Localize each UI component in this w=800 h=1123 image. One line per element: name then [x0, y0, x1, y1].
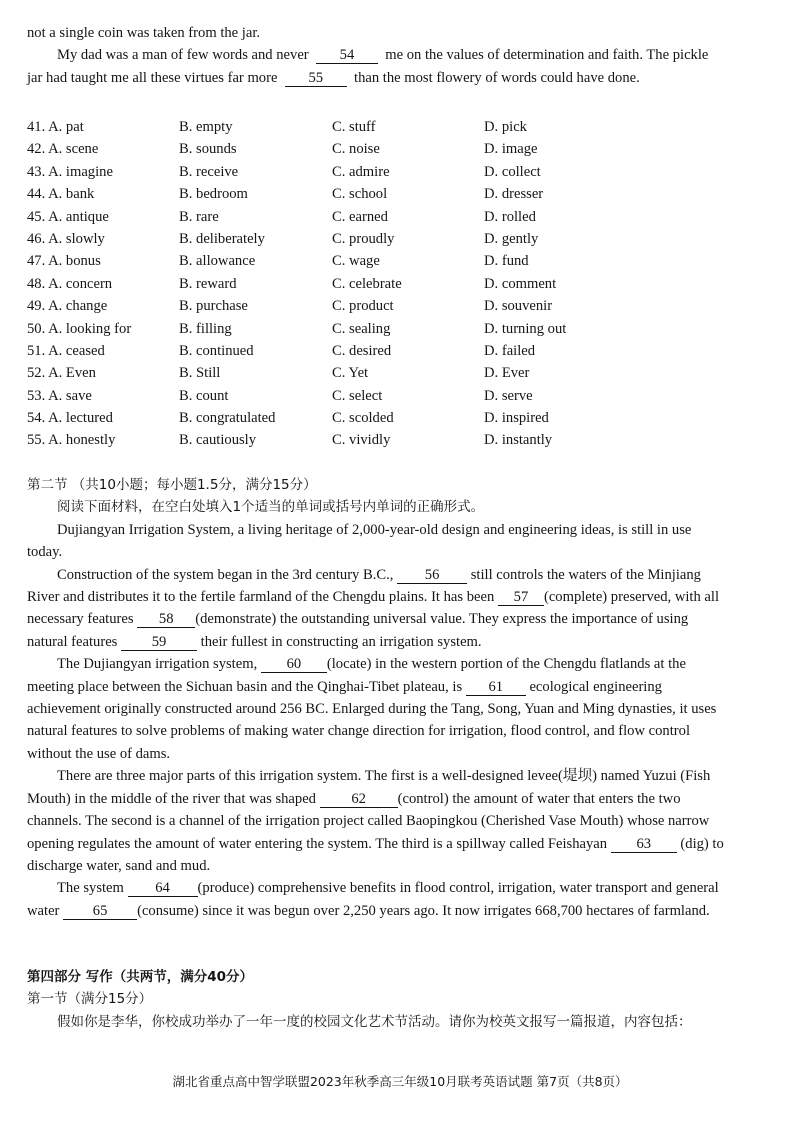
blank-61: 61	[466, 679, 526, 696]
option-c: C. earned	[332, 208, 388, 225]
option-a: 42. A. scene	[27, 141, 99, 158]
option-c: C. product	[332, 298, 394, 315]
option-a: 50. A. looking for	[27, 320, 132, 337]
section-two-instruction: 阅读下面材料，在空白处填入1个适当的单词或括号内单词的正确形式。	[57, 499, 485, 516]
option-row-47	[27, 250, 727, 272]
blank-55: 55	[285, 70, 347, 87]
option-d: D. inspired	[484, 410, 549, 427]
option-d: D. gently	[484, 230, 539, 247]
page-footer: 湖北省重点高中智学联盟2023年秋季高三年级10月联考英语试题 第7页（共8页）	[172, 1074, 628, 1089]
part-four-section-one: 第一节（满分15分）	[27, 991, 153, 1008]
blank-59: 59	[121, 634, 197, 651]
cloze-passage-ending	[27, 22, 727, 89]
option-b: B. count	[179, 387, 229, 404]
section-two-heading: 第二节 （共10小题；每小题1.5分，满分15分）	[27, 477, 317, 493]
option-row-52	[27, 362, 727, 384]
blank-62: 62	[320, 791, 398, 808]
option-a: 49. A. change	[27, 298, 108, 315]
option-d: D. instantly	[484, 432, 553, 449]
blank-60: 60	[261, 656, 327, 673]
option-row-45	[27, 206, 727, 228]
part-four	[27, 966, 727, 1033]
blank-63: 63	[611, 836, 677, 853]
option-b: B. deliberately	[179, 230, 265, 247]
option-a: 52. A. Even	[27, 365, 96, 382]
option-row-44	[27, 183, 727, 205]
option-row-55	[27, 429, 727, 451]
option-b: B. continued	[179, 342, 254, 359]
option-row-50	[27, 318, 727, 340]
blank-58: 58	[137, 611, 195, 628]
option-b: B. filling	[179, 320, 232, 337]
option-c: C. vividly	[332, 432, 391, 449]
option-c: C. noise	[332, 141, 380, 158]
passage-line: not a single coin was taken from the jar.	[27, 25, 261, 41]
option-row-43	[27, 161, 727, 183]
part-four-heading: 第四部分 写作（共两节，满分40分）	[27, 969, 253, 985]
option-c: C. stuff	[332, 119, 376, 135]
option-b: B. Still	[179, 365, 221, 382]
option-d: D. serve	[484, 387, 533, 404]
passage-paragraph: The system 64 (produce) comprehensive benefits in flood control, irrigation, water transport and general water 65 (consume) since it was begun over 2,250 years ago. It now irrigates 668,700 hectares of farmland.	[27, 880, 719, 919]
option-c: C. proudly	[332, 230, 395, 247]
option-row-42	[27, 138, 727, 160]
writing-prompt: 假如你是李华，你校成功举办了一年一度的校园文化艺术节活动。请你为校英文报写一篇报道，内容包括：	[57, 1013, 692, 1030]
option-d: D. pick	[484, 119, 527, 135]
blank-64: 64	[128, 880, 198, 897]
option-d: D. comment	[484, 275, 557, 292]
passage-paragraph: The Dujiangyan irrigation system, 60 (locate) in the western portion of the Chengdu flatlands at the meeting place between the Sichuan basin and the Qinghai-Tibet plateau, is 61 ecological engineering achievement originally constructed around 256 BC. Enlarged during the Tang, Song, Yuan and Ming dynasties, it uses natural features to solve problems of making water change direction for irrigation, flood control, and flow control without the use of dams.	[27, 656, 717, 762]
option-b: B. empty	[179, 119, 233, 135]
option-d: D. rolled	[484, 208, 536, 225]
cloze-options-list	[27, 116, 727, 452]
option-a: 46. A. slowly	[27, 230, 105, 247]
blank-57: 57	[498, 589, 544, 606]
option-b: B. bedroom	[179, 186, 248, 203]
option-c: C. admire	[332, 163, 390, 180]
option-a: 43. A. imagine	[27, 163, 113, 180]
option-d: D. souvenir	[484, 298, 553, 315]
option-a: 45. A. antique	[27, 208, 109, 225]
option-a: 48. A. concern	[27, 275, 113, 292]
option-c: C. scolded	[332, 410, 394, 427]
option-a: 51. A. ceased	[27, 342, 105, 359]
option-c: C. Yet	[332, 365, 369, 382]
option-c: C. desired	[332, 342, 392, 359]
option-b: B. receive	[179, 163, 239, 180]
option-row-49	[27, 295, 727, 317]
option-d: D. collect	[484, 163, 541, 180]
option-b: B. allowance	[179, 253, 256, 270]
option-a: 53. A. save	[27, 387, 92, 404]
passage-paragraph: Construction of the system began in the 3rd century B.C., 56 still controls the waters of the Minjiang River and distributes it to the fertile farmland of the Chengdu plains. It has been 57 (complete) preserved, with all necessary features 58 (demonstrate) the outstanding universal value. They express the importance of using natural features 59 their fullest in constructing an irrigation system.	[27, 566, 720, 650]
option-d: D. Ever	[484, 365, 530, 382]
option-a: 44. A. bank	[27, 186, 95, 203]
option-d: D. fund	[484, 253, 529, 270]
option-row-48	[27, 273, 727, 295]
option-b: B. rare	[179, 208, 219, 225]
option-row-53	[27, 385, 727, 407]
option-c: C. celebrate	[332, 275, 402, 292]
section-two	[27, 474, 727, 922]
passage-paragraph: There are three major parts of this irrigation system. The first is a well-designed levee(堤坝) named Yuzui (Fish Mouth) in the middle of the river that was shaped 62 (control) the amount of water that enters the two channels. The second is a channel of the irrigation project called Baopingkou (Cherished Vase Mouth) whose narrow opening regulates the amount of water entering the system. The third is a spillway called Feishayan 63 (dig) to discharge water, sand and mud.	[27, 768, 724, 874]
option-a: 41. A. pat	[27, 119, 84, 135]
option-b: B. congratulated	[179, 410, 276, 427]
option-b: B. sounds	[179, 141, 237, 158]
option-b: B. purchase	[179, 298, 248, 315]
blank-65: 65	[63, 903, 137, 920]
blank-56: 56	[397, 567, 467, 584]
option-c: C. select	[332, 387, 383, 404]
blank-54: 54	[316, 47, 378, 64]
option-c: C. school	[332, 186, 388, 203]
option-row-51	[27, 340, 727, 362]
option-d: D. turning out	[484, 320, 567, 337]
option-b: B. reward	[179, 275, 237, 292]
option-c: C. wage	[332, 253, 380, 270]
option-d: D. image	[484, 141, 538, 158]
option-b: B. cautiously	[179, 432, 257, 449]
option-row-54	[27, 407, 727, 429]
option-a: 47. A. bonus	[27, 253, 101, 270]
option-row-46	[27, 228, 727, 250]
option-a: 55. A. honestly	[27, 432, 116, 449]
option-row-41	[27, 116, 727, 138]
passage-paragraph: Dujiangyan Irrigation System, a living heritage of 2,000-year-old design and engineering ideas, is still in use today.	[27, 521, 692, 561]
option-c: C. sealing	[332, 320, 391, 337]
option-d: D. dresser	[484, 186, 544, 203]
option-a: 54. A. lectured	[27, 410, 113, 427]
passage-paragraph: My dad was a man of few words and never 54 me on the values of determination and faith. The pickle jar had taught me all these virtues far more 55 than the most flowery of words could have done.	[27, 47, 709, 86]
option-d: D. failed	[484, 342, 536, 359]
